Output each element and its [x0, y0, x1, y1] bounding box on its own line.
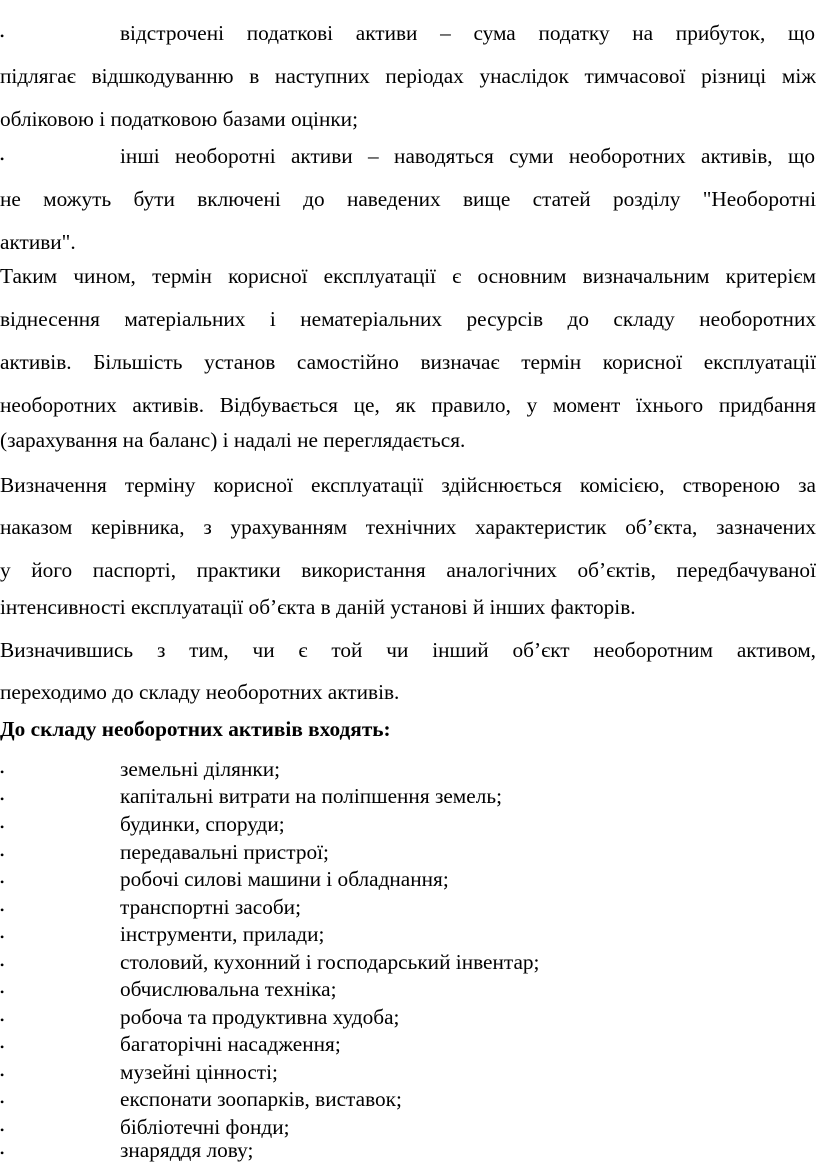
bullet-marker: • — [0, 985, 5, 999]
list-item — [0, 786, 816, 812]
paragraph-1-line-2: віднесення матеріальних і нематеріальних ресурсів до складу необоротних — [0, 309, 816, 331]
intro-bullet-2-line-3: активи". — [0, 230, 76, 254]
list-item — [0, 869, 816, 895]
bullet-marker: • — [0, 1068, 5, 1082]
list-item — [0, 1062, 816, 1088]
bullet-marker: • — [0, 152, 5, 166]
paragraph-1-line-3: активів. Більшість установ самостійно визначає термін корисної експлуатації — [0, 352, 816, 374]
list-item-text: знаряддя лову; — [120, 1138, 254, 1162]
list-item-text: інструменти, прилади; — [120, 922, 325, 946]
bullet-marker: • — [0, 875, 5, 889]
bullet-marker: • — [0, 848, 5, 862]
list-item-text: земельні ділянки; — [120, 757, 281, 781]
list-item-text: будинки, споруди; — [120, 812, 285, 836]
list-item — [0, 952, 816, 978]
bullet-marker: • — [0, 958, 5, 972]
list-heading: До складу необоротних активів входять: — [0, 717, 391, 741]
list-item-text: транспортні засоби; — [120, 895, 301, 919]
paragraph-3-line-1: Визначившись з тим, чи є той чи інший об’єкт необоротним активом, — [0, 640, 816, 662]
list-item-text: обчислювальна техніка; — [120, 977, 337, 1001]
paragraph-1-line-1: Таким чином, термін корисної експлуатації є основним визначальним критерієм — [0, 266, 816, 288]
list-item-text: передавальні пристрої; — [120, 840, 329, 864]
paragraph-1-line-5: (зарахування на баланс) і надалі не переглядається. — [0, 428, 466, 452]
list-item — [0, 924, 816, 950]
bullet-marker: • — [0, 930, 5, 944]
paragraph-2-line-1: Визначення терміну корисної експлуатації здійснюється комісією, створеною за — [0, 475, 816, 497]
paragraph-3-line-2: переходимо до складу необоротних активів. — [0, 680, 400, 704]
bullet-marker: • — [0, 820, 5, 834]
list-item-text: експонати зоопарків, виставок; — [120, 1087, 402, 1111]
bullet-marker: • — [0, 29, 5, 43]
list-item — [0, 897, 816, 923]
bullet-marker: • — [0, 903, 5, 917]
intro-bullet-1-line-1: відстрочені податкові активи – сума податку на прибуток, що — [120, 23, 815, 45]
list-item-text: робоча та продуктивна худоба; — [120, 1005, 400, 1029]
bullet-marker: • — [0, 1123, 5, 1137]
paragraph-1-line-4: необоротних активів. Відбувається це, як правило, у момент їхнього придбання — [0, 395, 816, 417]
paragraph-2-line-2: наказом керівника, з урахуванням технічних характеристик об’єкта, зазначених — [0, 517, 816, 539]
list-item — [0, 1140, 816, 1165]
list-item — [0, 1089, 816, 1115]
list-item — [0, 979, 816, 1005]
paragraph-2-line-3: у його паспорті, практики використання аналогічних об’єктів, передбачуваної — [0, 560, 816, 582]
list-item-text: столовий, кухонний і господарський інвентар; — [120, 950, 540, 974]
intro-bullet-1-line-2: підлягає відшкодуванню в наступних періодах унаслідок тимчасової різниці між — [0, 66, 816, 88]
bullet-marker: • — [0, 792, 5, 806]
list-item — [0, 1034, 816, 1060]
list-item — [0, 842, 816, 868]
list-item — [0, 1007, 816, 1033]
intro-bullet-2-line-2: не можуть бути включені до наведених вище статей розділу "Необоротні — [0, 189, 816, 211]
paragraph-2-line-4: інтенсивності експлуатації об’єкта в даній установі й інших факторів. — [0, 595, 636, 619]
list-item-text: багаторічні насадження; — [120, 1032, 341, 1056]
list-item — [0, 814, 816, 840]
list-item-text: бібліотечні фонди; — [120, 1115, 290, 1139]
intro-bullet-1-line-3: обліковою і податковою базами оцінки; — [0, 107, 359, 131]
bullet-marker: • — [0, 1013, 5, 1027]
list-item — [0, 759, 816, 785]
bullet-marker: • — [0, 1040, 5, 1054]
bullet-marker: • — [0, 1146, 5, 1160]
bullet-marker: • — [0, 765, 5, 779]
list-item-text: музейні цінності; — [120, 1060, 278, 1084]
list-item-text: капітальні витрати на поліпшення земель; — [120, 784, 502, 808]
list-item-text: робочі силові машини і обладнання; — [120, 867, 449, 891]
intro-bullet-2-line-1: інші необоротні активи – наводяться суми необоротних активів, що — [120, 146, 815, 168]
bullet-marker: • — [0, 1095, 5, 1109]
